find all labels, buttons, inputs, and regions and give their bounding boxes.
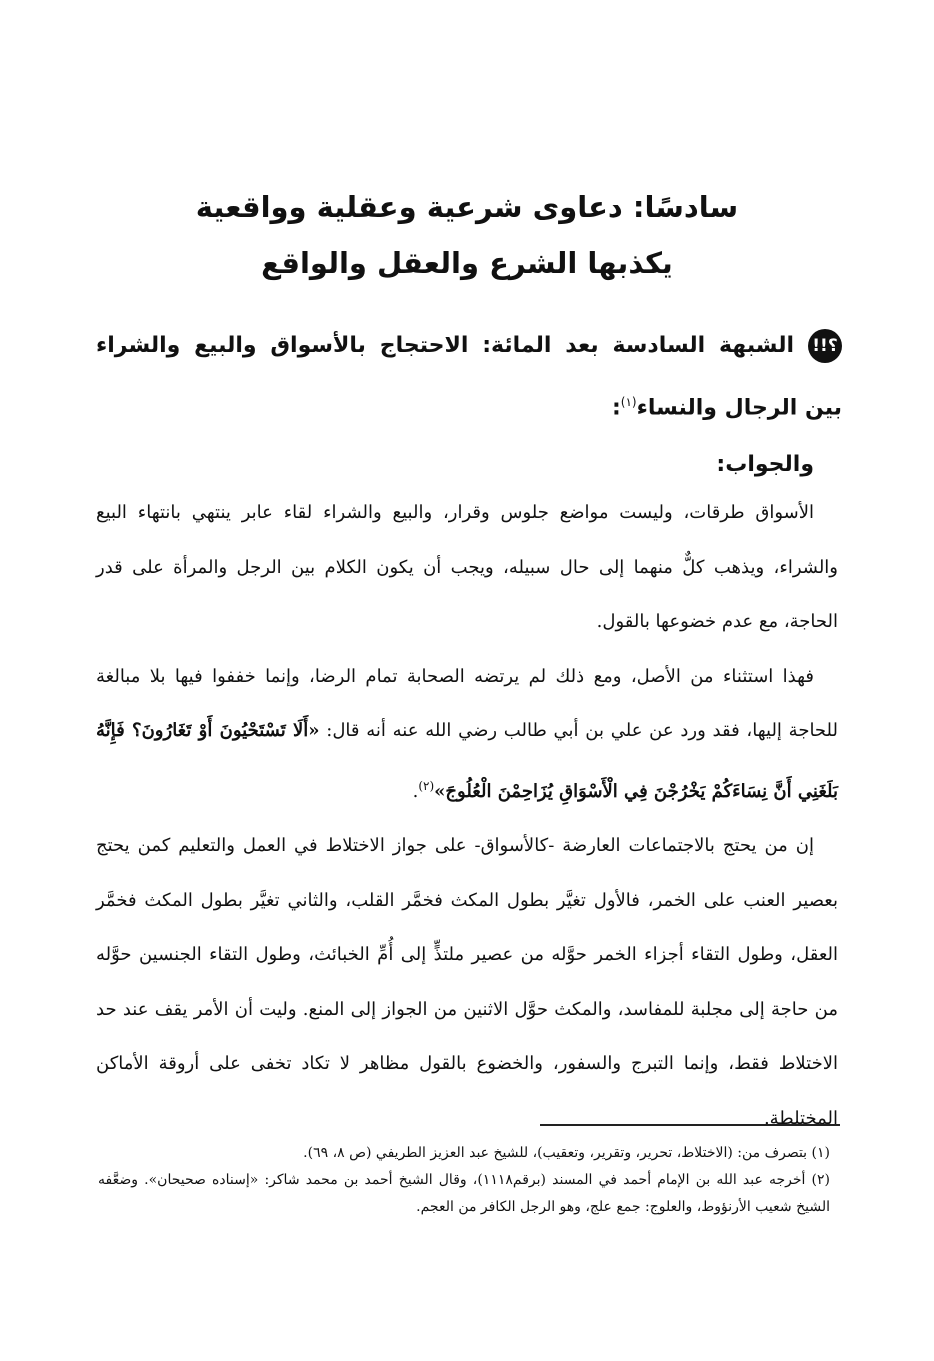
footnote-divider	[540, 1124, 840, 1126]
paragraph-2	[96, 650, 838, 820]
body-text	[96, 486, 838, 1146]
footnote-2: (٢) أخرجه عبد الله بن الإمام أحمد في المسند (برقم١١١٨)، وقال الشيخ أحمد بن محمد شاكر: «إسناده صحيحان». وضعَّفه الشيخ شعيب الأرنؤوط، والعلوج: جمع علج، وهو الرجل الكافر من العجم.	[98, 1172, 831, 1215]
paragraph-2-intro: فهذا استثناء من الأصل، ومع ذلك لم يرتضه الصحابة تمام الرضا، وإنما خففوا فيها بلا مبالغة للحاجة إليها، فقد ورد عن علي بن أبي طالب رضي الله عنه أنه قال:	[96, 665, 838, 741]
hadith-quote: «أَلَا تَسْتَحْيُونَ أَوْ تَغَارُونَ؟ فَإِنَّهُ بَلَغَنِي أَنَّ نِسَاءَكُمْ يَخْرُجْنَ فِي الْأَسْوَاقِ يُزَاحِمْنَ الْعُلُوجَ»	[96, 720, 838, 802]
footnote-ref-2[interactable]: (٢)	[418, 778, 435, 793]
shubha-heading	[96, 318, 842, 436]
paragraph-3: إن من يحتج بالاجتماعات العارضة -كالأسواق- على جواز الاختلاط في العمل والتعليم كمن يحتج بعصير العنب على الخمر، فالأول تغيَّر بطول المكث فخمَّر القلب، والثاني تغيَّر بطول المكث فخمَّر العقل، وطول التقاء أجزاء الخمر حوَّله من عصير ملتذٍّ إلى أُمِّ الخبائث، وطول التقاء الجنسين حوَّله من حاجة إلى مجلبة للمفاسد، والمكث حوَّل الاثنين من الجواز إلى المنع. وليت أن الأمر يقف عند حد الاختلاط فقط، وإنما التبرج والسفور، والخضوع بالقول مظاهر لا تكاد تخفى على أروقة الأماكن المختلطة.	[96, 835, 838, 1129]
footnote-1: (١) بتصرف من: (الاختلاط، تحرير، وتقرير، وتعقيب)، للشيخ عبد العزيز الطريفي (ص ٨، ٦٩).	[303, 1145, 830, 1161]
answer-label: والجواب:	[716, 452, 814, 477]
section-title-line-2: يكذبها الشرع والعقل والواقع	[261, 246, 673, 280]
paragraph-1: الأسواق طرقات، وليست مواضع جلوس وقرار، والبيع والشراء لقاء عابر ينتهي بانتهاء البيع والشراء، ويذهب كلٌّ منهما إلى حال سبيله، ويجب أن يكون الكلام بين الرجل والمرأة على قدر الحاجة، مع عدم خضوعها بالقول.	[96, 502, 838, 632]
exclamation-question-icon: !!؟	[808, 329, 842, 363]
shubha-text: الشبهة السادسة بعد المائة: الاحتجاج بالأسواق والبيع والشراء بين الرجال والنساء	[96, 333, 842, 421]
paragraph-2-end: .	[412, 780, 419, 802]
footnotes	[98, 1140, 830, 1221]
shubha-colon: :	[611, 395, 621, 421]
footnote-ref-1[interactable]: (١)	[620, 395, 637, 409]
section-title-line-1: سادسًا: دعاوى شرعية وعقلية وواقعية	[195, 190, 739, 224]
